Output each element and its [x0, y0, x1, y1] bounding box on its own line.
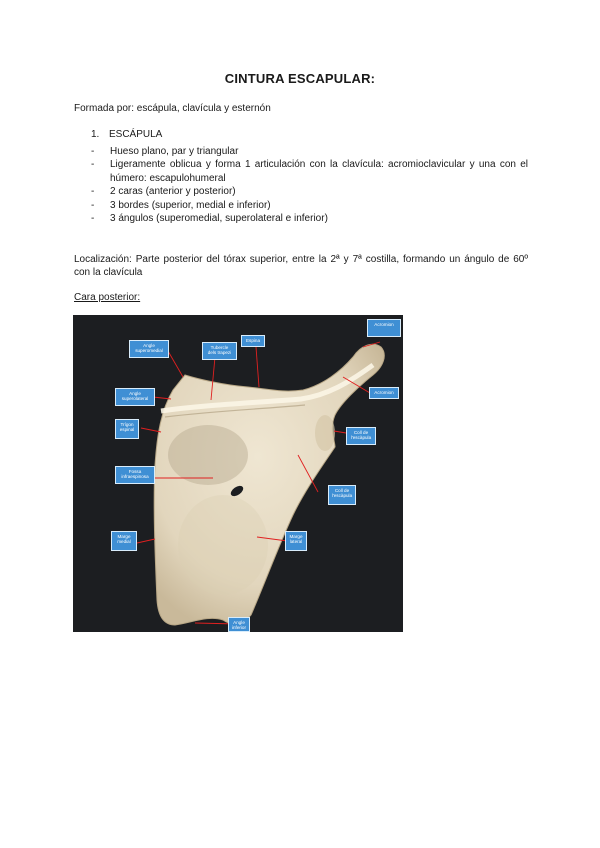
- label-espina: Espina: [241, 335, 265, 347]
- document-title: CINTURA ESCAPULAR:: [224, 71, 376, 86]
- bullet-item: - Ligeramente oblicua y forma 1 articulación con la clavícula: acromioclavicular y una con el húmero: escapulohumeral: [91, 158, 528, 185]
- label-acromion-angle: Acromion: [367, 319, 401, 337]
- label-borde-medial: Marge medial: [111, 531, 137, 551]
- label-angulo-inferior: Angle inferior: [228, 617, 250, 632]
- section-title: ESCÁPULA: [109, 129, 163, 140]
- intro-paragraph: Formada por: escápula, clavícula y esternón: [74, 103, 271, 114]
- section-number: 1.: [91, 129, 100, 140]
- bullet-list: [91, 145, 528, 225]
- label-cuello: Coll de l'escàpula: [346, 427, 376, 445]
- label-fosa-infraespinosa: Fossa infraespinosa: [115, 466, 155, 484]
- label-angulo-superomedial: Angle superomedial: [129, 340, 169, 358]
- label-borde-lateral: Marge lateral: [285, 531, 307, 551]
- scapula-photo: [73, 315, 403, 632]
- bullet-item: - 3 bordes (superior, medial e inferior): [91, 199, 528, 212]
- label-tuberculo: Tubercle dels trapezi: [202, 342, 237, 360]
- localization-paragraph: Localización: Parte posterior del tórax superior, entre la 2ª y 7ª costilla, formando un ángulo de 60º con la clavícula: [74, 254, 528, 278]
- subheading-cara-posterior: Cara posterior:: [74, 292, 141, 303]
- bullet-item: - 3 ángulos (superomedial, superolateral e inferior): [91, 212, 528, 225]
- section-heading: [91, 129, 162, 140]
- label-cuello-escapula: Coll de l'escàpula: [328, 485, 356, 505]
- label-angulo-superolateral: Angle superolateral: [115, 388, 155, 406]
- label-acromion: Acromion: [369, 387, 399, 399]
- bullet-item: - 2 caras (anterior y posterior): [91, 185, 528, 198]
- label-trigono-espinal: Trígon espinal: [115, 419, 139, 439]
- bullet-item: - Hueso plano, par y triangular: [91, 145, 528, 158]
